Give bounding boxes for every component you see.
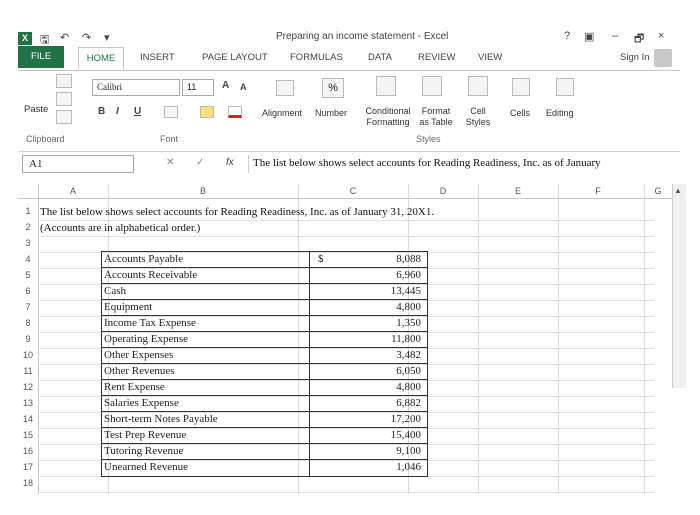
account-amount-cell[interactable]: 11,800 (391, 333, 421, 345)
tab-home[interactable]: HOME (78, 47, 124, 71)
row-header[interactable]: 18 (22, 478, 33, 488)
account-name-cell[interactable]: Salaries Expense (102, 396, 310, 412)
column-header-g[interactable]: G (654, 186, 662, 196)
account-name-cell[interactable]: Other Revenues (102, 364, 310, 380)
account-name-cell[interactable]: Rent Expense (102, 380, 310, 396)
table-row (102, 316, 427, 332)
account-amount-cell[interactable]: 1,350 (396, 317, 421, 329)
column-header-f[interactable]: F (595, 186, 601, 196)
editing-icon[interactable] (556, 78, 574, 96)
table-row (102, 332, 427, 348)
font-size-select[interactable]: 11 (182, 79, 214, 96)
grow-font-button[interactable]: A (222, 80, 230, 91)
gridline (558, 184, 559, 494)
format-painter-icon[interactable] (56, 110, 72, 124)
enter-icon[interactable]: ✓ (196, 157, 205, 168)
undo-icon[interactable]: ↶ (60, 32, 70, 44)
row-header[interactable]: 14 (22, 414, 33, 424)
account-name-cell[interactable]: Unearned Revenue (102, 460, 310, 476)
row-header[interactable]: 15 (22, 430, 33, 440)
row-header[interactable]: 10 (22, 350, 33, 360)
conditional-formatting-icon[interactable] (376, 76, 396, 96)
table-row (102, 252, 427, 268)
row-header[interactable]: 8 (25, 318, 31, 328)
account-amount-cell[interactable]: 4,800 (396, 301, 421, 313)
account-name-cell[interactable]: Accounts Payable (102, 252, 310, 268)
tab-insert[interactable]: INSERT (140, 52, 175, 63)
table-row (102, 428, 427, 444)
account-amount-cell[interactable]: 17,200 (390, 413, 421, 425)
table-row (102, 444, 427, 460)
tab-view[interactable]: VIEW (478, 52, 503, 63)
row-header[interactable]: 9 (25, 334, 31, 344)
account-name-cell[interactable]: Other Expenses (102, 348, 310, 364)
account-amount-cell[interactable]: 4,800 (396, 381, 421, 393)
column-header-c[interactable]: C (349, 186, 357, 196)
formula-input[interactable]: The list below shows select accounts for Reading Readiness, Inc. as of January (248, 155, 658, 173)
account-amount-cell[interactable]: 9,100 (396, 445, 421, 457)
underline-button[interactable]: U (134, 106, 142, 117)
cell-styles-button[interactable]: Cell Styles (465, 106, 491, 127)
redo-icon[interactable]: ↷ (82, 32, 92, 44)
excel-app-icon[interactable]: X (18, 32, 32, 45)
account-name-cell[interactable]: Test Prep Revenue (102, 428, 310, 444)
account-amount-cell[interactable]: 6,960 (396, 269, 421, 281)
tab-data[interactable]: DATA (368, 52, 392, 63)
font-name-select[interactable]: Calibri (92, 79, 180, 96)
cells-button[interactable]: Cells (510, 108, 531, 118)
column-header-b[interactable]: B (199, 186, 206, 196)
tab-formulas[interactable]: FORMULAS (290, 52, 343, 63)
paste-button[interactable]: Paste (24, 104, 49, 115)
account-amount-cell[interactable]: 1,046 (396, 461, 421, 473)
fill-color-icon[interactable] (200, 106, 214, 118)
row-header[interactable]: 17 (22, 462, 33, 472)
row-header[interactable]: 4 (25, 254, 31, 264)
styles-group-label: Styles (416, 134, 441, 144)
row-header[interactable]: 6 (25, 286, 31, 296)
row-header[interactable]: 7 (25, 302, 31, 312)
gridline (38, 236, 654, 237)
account-name-cell[interactable]: Cash (102, 284, 310, 300)
shrink-font-button[interactable]: A (240, 82, 247, 92)
window-title: Preparing an income statement - Excel (276, 31, 449, 42)
format-as-table-button[interactable]: Format as Table (419, 106, 453, 127)
column-header-border (18, 198, 672, 199)
table-row (102, 380, 427, 396)
sign-in-link[interactable]: Sign In (620, 52, 650, 63)
tab-page-layout[interactable]: PAGE LAYOUT (202, 52, 268, 63)
account-amount-cell[interactable]: 15,400 (390, 429, 421, 441)
tab-file[interactable]: FILE (18, 46, 64, 68)
ribbon-display-icon[interactable]: ▣ (584, 31, 595, 43)
gridline (478, 184, 479, 494)
accounts-table (101, 251, 428, 477)
editing-button[interactable]: Editing (546, 108, 574, 118)
table-row (102, 284, 427, 300)
table-row (102, 396, 427, 412)
clipboard-group-label: Clipboard (26, 134, 65, 144)
table-row (102, 364, 427, 380)
close-icon[interactable]: × (658, 30, 665, 42)
gridline (38, 492, 654, 493)
row-header[interactable]: 11 (23, 366, 33, 376)
account-name-cell[interactable]: Short-term Notes Payable (102, 412, 310, 428)
cell-styles-icon[interactable] (468, 76, 488, 96)
cut-icon[interactable] (56, 74, 72, 88)
account-amount-cell[interactable]: 8,088 (396, 253, 421, 265)
scroll-up-icon[interactable]: ▲ (674, 186, 682, 195)
dollar-sign-cell[interactable]: $ (318, 253, 324, 265)
customize-toolbar-icon[interactable]: ▾ (104, 32, 110, 44)
account-name-cell[interactable]: Equipment (102, 300, 310, 316)
help-icon[interactable]: ? (564, 30, 571, 42)
vertical-scrollbar[interactable] (672, 184, 686, 388)
italic-button[interactable]: I (116, 106, 119, 117)
borders-icon[interactable] (164, 106, 178, 118)
table-row (102, 348, 427, 364)
format-as-table-icon[interactable] (422, 76, 442, 96)
column-header-a[interactable]: A (69, 186, 76, 196)
row-header[interactable]: 12 (22, 382, 33, 392)
table-row (102, 412, 427, 428)
row-header-border (38, 184, 39, 494)
gridline (644, 184, 645, 494)
cells-icon[interactable] (512, 78, 530, 96)
save-icon[interactable]: 🖫 (40, 34, 50, 46)
number-button[interactable]: Number (315, 108, 348, 118)
avatar[interactable] (654, 49, 672, 67)
font-group-label: Font (160, 134, 179, 144)
tab-review[interactable]: REVIEW (418, 52, 456, 63)
row-header[interactable]: 16 (22, 446, 33, 456)
bold-button[interactable]: B (98, 106, 106, 117)
account-amount-cell[interactable]: 13,445 (390, 285, 421, 297)
account-name-cell[interactable]: Operating Expense (102, 332, 310, 348)
percent-icon[interactable]: % (322, 78, 344, 98)
row-header[interactable]: 5 (25, 270, 31, 280)
name-box[interactable]: A1 (22, 155, 134, 173)
column-header-e[interactable]: E (514, 186, 521, 196)
row-header[interactable]: 13 (22, 398, 33, 408)
alignment-icon[interactable] (276, 80, 294, 96)
account-name-cell[interactable]: Income Tax Expense (102, 316, 310, 332)
minimize-icon[interactable]: – (612, 30, 619, 42)
account-name-cell[interactable]: Tutoring Revenue (102, 444, 310, 460)
insert-function-icon[interactable]: fx (226, 157, 234, 168)
account-amount-cell[interactable]: 3,482 (396, 349, 421, 361)
conditional-formatting-button[interactable]: Conditional Formatting (365, 106, 411, 127)
restore-icon[interactable]: 🗗 (634, 33, 645, 45)
account-amount-cell[interactable]: 6,050 (396, 365, 421, 377)
cell-a1[interactable]: The list below shows select accounts for Reading Readiness, Inc. as of January 31, 20X1. (40, 206, 435, 218)
cancel-icon[interactable]: ✕ (166, 157, 175, 168)
cell-a2[interactable]: (Accounts are in alphabetical order.) (40, 222, 201, 234)
table-row (102, 300, 427, 316)
row-header[interactable]: 3 (25, 238, 31, 248)
alignment-button[interactable]: Alignment (262, 108, 303, 118)
table-row (102, 268, 427, 284)
row-header[interactable]: 1 (25, 206, 31, 216)
copy-icon[interactable] (56, 92, 72, 106)
row-header[interactable]: 2 (25, 222, 31, 232)
table-row (102, 460, 427, 476)
account-amount-cell[interactable]: 6,882 (396, 397, 421, 409)
account-name-cell[interactable]: Accounts Receivable (102, 268, 310, 284)
font-color-icon[interactable] (228, 106, 242, 118)
column-header-d[interactable]: D (439, 186, 447, 196)
